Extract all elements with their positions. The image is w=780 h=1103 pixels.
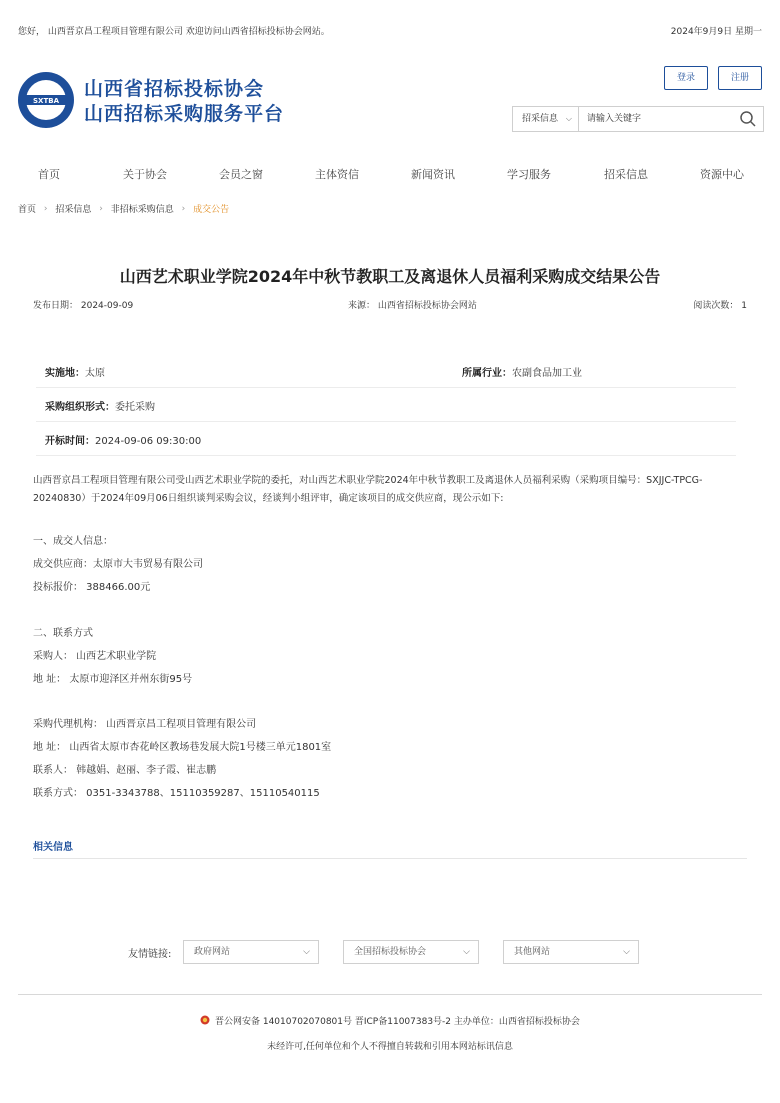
breadcrumb-level1[interactable]: 招采信息 xyxy=(55,205,92,215)
section2-title: 二、联系方式 xyxy=(33,628,93,639)
contacts-line: 联系人： 韩越娟、赵丽、李子霞、崔志鹏 xyxy=(33,765,217,776)
search-icon[interactable] xyxy=(739,110,757,128)
view-count: 阅读次数： 1 xyxy=(693,301,747,311)
chevron-down-icon: ⌵ xyxy=(623,947,630,957)
chevron-right-icon: › xyxy=(99,203,103,214)
footer-registration xyxy=(0,1014,780,1027)
current-date: 2024年9月9日 星期一 xyxy=(670,27,762,37)
agent-line: 采购代理机构： 山西晋京昌工程项目管理有限公司 xyxy=(33,719,257,730)
logo-title-line1: 山西省招标投标协会 xyxy=(84,78,265,100)
nav-item-learning[interactable]: 学习服务 xyxy=(507,168,551,181)
info-row-location xyxy=(36,354,736,388)
page-title: 山西艺术职业学院2024年中秋节教职工及离退休人员福利采购成交结果公告 xyxy=(119,267,661,286)
article-source: 来源： 山西省招标投标协会网站 xyxy=(348,301,477,311)
price-line: 投标报价： 388466.00元 xyxy=(33,582,151,593)
buyer-line: 采购人： 山西艺术职业学院 xyxy=(33,651,157,662)
nav-item-credit[interactable]: 主体资信 xyxy=(315,168,359,181)
welcome-text: 您好， 山西晋京昌工程项目管理有限公司 欢迎访问山西省招标投标协会网站。 xyxy=(18,27,330,37)
search-input[interactable] xyxy=(587,110,727,128)
bid-time-value: 2024-09-06 09:30:00 xyxy=(95,436,202,447)
search-box xyxy=(512,106,764,132)
footer-copyright: 未经许可,任何单位和个人不得擅自转载和引用本网站标讯信息 xyxy=(267,1042,513,1052)
search-category-label: 招采信息 xyxy=(522,114,559,124)
chevron-right-icon: › xyxy=(43,203,48,214)
friendly-links-label: 友情链接: xyxy=(128,949,172,960)
breadcrumb-level2[interactable]: 非招标采购信息 xyxy=(110,205,174,215)
nav-item-members[interactable]: 会员之窗 xyxy=(219,168,263,181)
nav-item-home[interactable]: 首页 xyxy=(38,168,60,181)
top-bar xyxy=(0,0,780,58)
search-category-select[interactable] xyxy=(513,107,579,131)
industry-label: 所属行业： xyxy=(462,368,512,379)
agent-address-line: 地 址： 山西省太原市杏花岭区教场巷发展大院1号楼三单元1801室 xyxy=(33,742,332,753)
related-info-heading: 相关信息 xyxy=(33,842,73,853)
section1-title: 一、成交人信息： xyxy=(33,536,113,547)
phone-line: 联系方式： 0351-3343788、15110359287、15110540115 xyxy=(33,788,320,799)
main-nav xyxy=(0,160,780,190)
industry-value: 农副食品加工业 xyxy=(512,368,582,379)
publish-date: 发布日期： 2024-09-09 xyxy=(33,301,134,311)
org-form-label: 采购组织形式： xyxy=(45,402,115,413)
chevron-down-icon: ⌵ xyxy=(565,114,572,123)
logo-title-line2: 山西招标采购服务平台 xyxy=(84,103,285,125)
buyer-address-line: 地 址： 太原市迎泽区并州东街95号 xyxy=(33,674,193,685)
breadcrumb-current: 成交公告 xyxy=(193,205,230,215)
info-row-bid-time xyxy=(36,422,736,456)
breadcrumb-home[interactable]: 首页 xyxy=(18,205,37,215)
register-button[interactable]: 注册 xyxy=(718,66,762,90)
site-logo[interactable] xyxy=(16,70,286,134)
industry-field xyxy=(462,364,582,379)
nav-item-news[interactable]: 新闻资讯 xyxy=(411,168,455,181)
footer-registration-text: 晋公网安备 14010702070801号 晋ICP备11007383号-2 主办单位：山西省招标投标协会 xyxy=(214,1017,580,1027)
location-label: 实施地： xyxy=(45,368,85,379)
location-field xyxy=(45,364,105,379)
supplier-line: 成交供应商：太原市大韦贸易有限公司 xyxy=(33,559,203,570)
nav-item-procurement[interactable]: 招采信息 xyxy=(604,168,648,181)
other-sites-label: 其他网站 xyxy=(514,947,551,957)
nav-item-about[interactable]: 关于协会 xyxy=(123,168,167,181)
police-badge-icon xyxy=(200,1015,210,1025)
chevron-down-icon: ⌵ xyxy=(463,947,470,957)
location-value: 太原 xyxy=(85,368,105,379)
association-seal-icon xyxy=(16,70,76,130)
footer-divider xyxy=(18,994,762,995)
seal-text: SXTBA xyxy=(33,97,59,105)
bid-time-field xyxy=(45,432,201,447)
gov-sites-label: 政府网站 xyxy=(194,947,231,957)
related-divider xyxy=(33,858,747,859)
breadcrumb xyxy=(18,202,229,218)
nav-item-resources[interactable]: 资源中心 xyxy=(700,168,744,181)
bid-time-label: 开标时间： xyxy=(45,436,95,447)
national-assoc-label: 全国招标投标协会 xyxy=(354,947,427,957)
other-sites-select[interactable] xyxy=(503,940,639,964)
login-button[interactable]: 登录 xyxy=(664,66,708,90)
org-form-value: 委托采购 xyxy=(115,402,155,413)
chevron-right-icon: › xyxy=(181,203,186,214)
info-row-org-form xyxy=(36,388,736,422)
chevron-down-icon: ⌵ xyxy=(303,947,310,957)
national-assoc-select[interactable] xyxy=(343,940,479,964)
org-form-field xyxy=(45,398,155,413)
gov-sites-select[interactable] xyxy=(183,940,319,964)
intro-paragraph: 山西晋京昌工程项目管理有限公司受山西艺术职业学院的委托，对山西艺术职业学院2024年中秋节教职工及离退休人员福利采购（采购项目编号：SXJJC-TPCG-20240830）于2024年09月06日组织谈判采购会议，经谈判小组评审，确定该项目的成交供应商，现公示如下: xyxy=(33,475,703,504)
